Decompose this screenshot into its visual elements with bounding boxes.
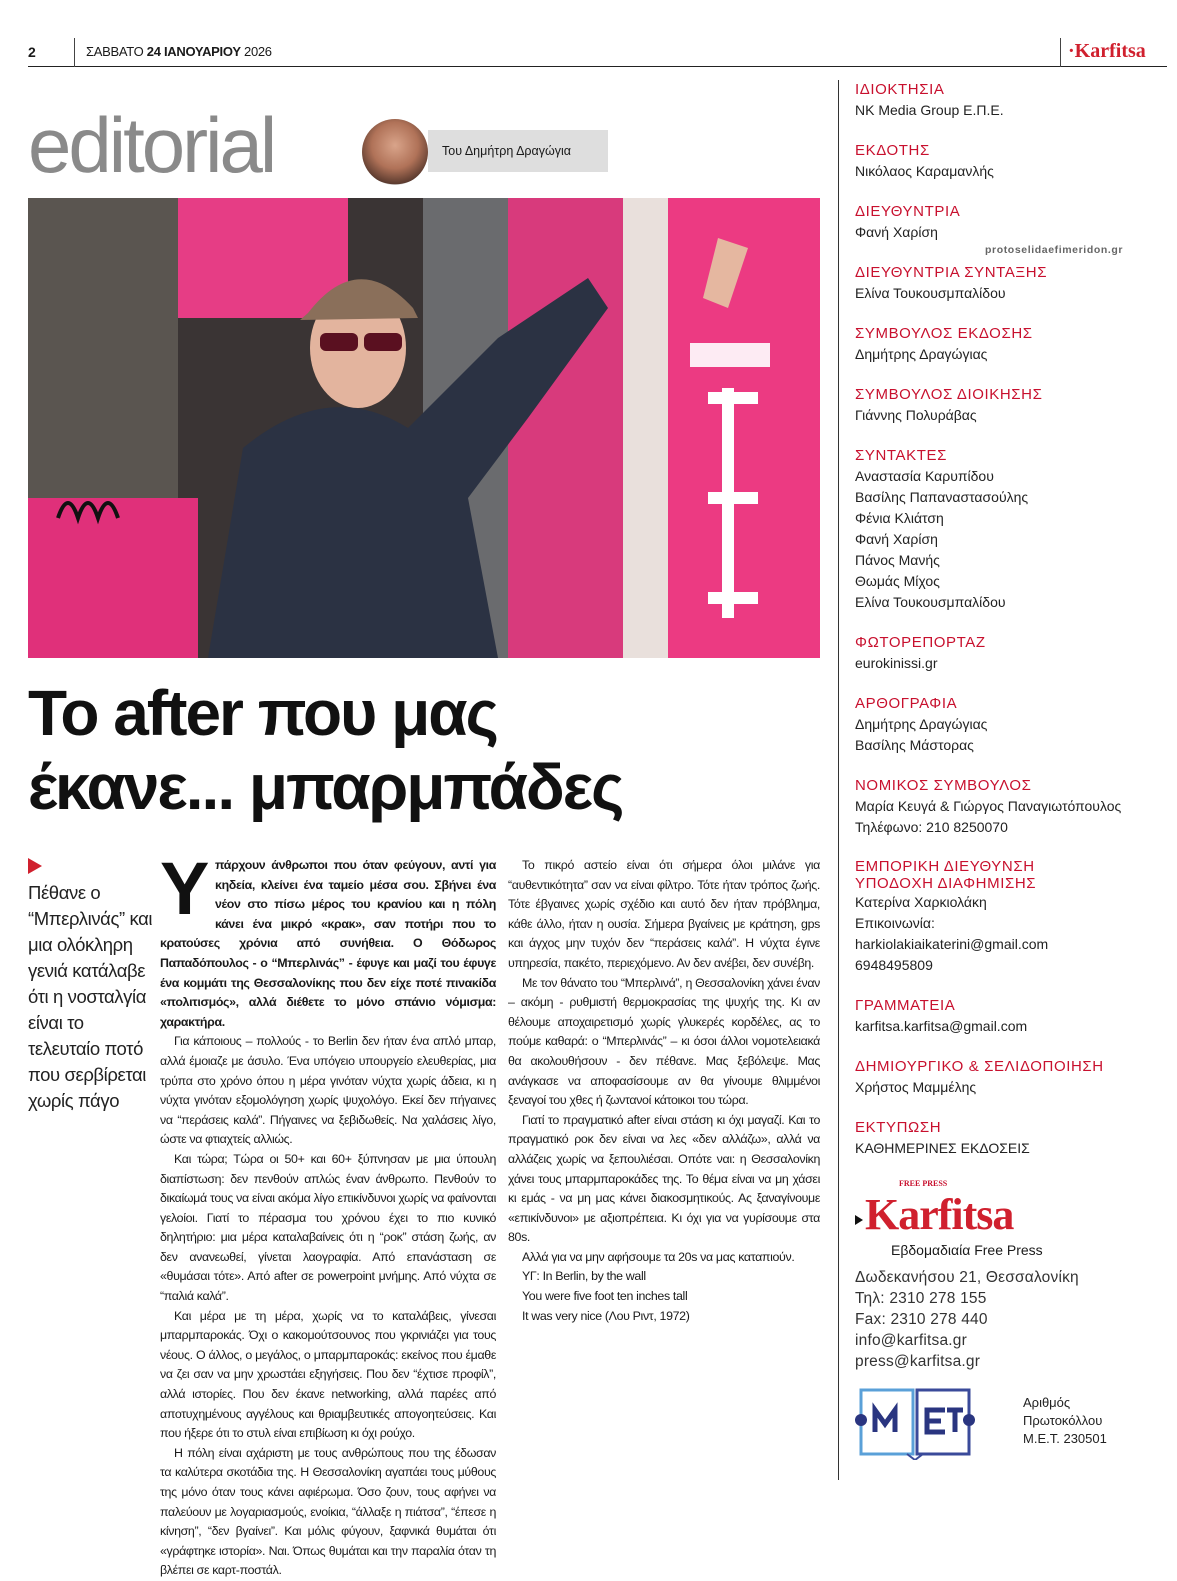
- paragraph: Και μέρα με τη μέρα, χωρίς να το καταλάβεις, γίνεσαι μπαρμπαροκάς. Όχι ο κακομούτσουνος που γκρινιάζει για τους νέους. Ο άλλος, ο μεγάλος, ο μπαρμπαροκάς: εκείνος που έμαθε να ζει σαν να μην χρωστάει εξηγήσεις. Που δεν “έχτισε προφίλ”, αλλά ιστορίες. Που δεν έκανε networking, αλλά παρέες από αποτυχημένους αγγέλους και θριαμβευτικές απογοητεύσεις. Και που ήξερε ότι το στυλ είναι επιβίωση κι όχι ρούχο.: [160, 1308, 496, 1441]
- masthead-name: karfitsa.karfitsa@gmail.com: [855, 1018, 1028, 1034]
- masthead-section-title: ΕΜΠΟΡΙΚΗ ΔΙΕΥΘΥΝΣΗ ΥΠΟΔΟΧΗ ΔΙΑΦΗΜΙΣΗΣ: [855, 858, 1037, 892]
- masthead-name: Γιάννης Πολυράβας: [855, 407, 977, 423]
- masthead-section: [855, 694, 1168, 756]
- masthead-name: Πάνος Μανής: [855, 552, 940, 568]
- masthead-section-title: ΔΙΕΥΘΥΝΤΡΙΑ: [855, 203, 961, 220]
- byline-box: [428, 130, 608, 172]
- masthead-section: [855, 858, 1168, 976]
- masthead-section-title: ΣΥΝΤΑΚΤΕΣ: [855, 447, 948, 464]
- issue-date: [86, 44, 272, 59]
- byline: Του Δημήτρη Δραγώγια: [442, 144, 572, 158]
- masthead-sidebar: [838, 80, 1168, 1480]
- article-photo: [28, 198, 820, 658]
- article-column-1: [160, 847, 496, 1581]
- masthead-section-title: ΣΥΜΒΟΥΛΟΣ ΕΚΔΟΣΗΣ: [855, 325, 1033, 342]
- met-block: [855, 1384, 1168, 1464]
- email-info[interactable]: info@karfitsa.gr: [855, 1332, 967, 1349]
- masthead-name: Αναστασία Καρυπίδου: [855, 468, 994, 484]
- triangle-marker-icon: [855, 1215, 863, 1225]
- masthead-section-title: ΔΗΜΙΟΥΡΓΙΚΟ & ΣΕΛΙΔΟΠΟΙΗΣΗ: [855, 1058, 1104, 1075]
- masthead-section: [855, 633, 1168, 674]
- met-line: Πρωτοκόλλου: [1023, 1413, 1103, 1428]
- masthead-name: Μαρία Κευγά & Γιώργος Παναγιωτόπουλος: [855, 798, 1122, 814]
- masthead-name: ΚΑΘΗΜΕΡΙΝΕΣ ΕΚΔΟΣΕΙΣ: [855, 1140, 1030, 1156]
- karfitsa-logo: [855, 1179, 1168, 1241]
- triangle-marker-icon: [28, 858, 42, 874]
- masthead-name: Θωμάς Μίχος: [855, 573, 940, 589]
- masthead-sections: [855, 80, 1168, 1159]
- masthead-name: Φανή Χαρίση: [855, 224, 938, 240]
- masthead-name: Τηλέφωνο: 210 8250070: [855, 819, 1008, 835]
- date-year: 2026: [244, 44, 272, 59]
- masthead-section-title: ΣΥΜΒΟΥΛΟΣ ΔΙΟΙΚΗΣΗΣ: [855, 386, 1043, 403]
- masthead-section-title: ΕΚΤΥΠΩΣΗ: [855, 1119, 942, 1136]
- met-protocol: [1023, 1394, 1107, 1448]
- masthead-name: Κατερίνα Χαρκιολάκη: [855, 894, 987, 910]
- paragraph: Αλλά για να μην αφήσουμε τα 20s να μας καταπιούν.: [522, 1249, 795, 1264]
- masthead-section-title: ΑΡΘΟΓΡΑΦΙΑ: [855, 695, 958, 712]
- masthead-section: [855, 80, 1168, 121]
- masthead-section: [855, 324, 1168, 365]
- masthead-name: 6948495809: [855, 957, 933, 973]
- headline-line: έκανε... μπαρμπάδες: [28, 751, 623, 823]
- paragraph: Η πόλη είναι αχάριστη με τους ανθρώπους που της έδωσαν τα καλύτερα σκοτάδια της. Η Θεσσαλονίκη αγαπάει τους μύθους της μόνο όταν τους κάνει αφιέρωμα. Όσο ζουν, τους αφήνει να παλεύουν με λογαριασμούς, ενοίκια, “άλλαξε η πιάτσα”, “έπεσε η κίνηση”, “δεν βγαίνει”. Και μόλις φύγουν, ξαφνικά θυμάται ότι «γράφτηκε ιστορία». Ναι. Όπως θυμάται και την παραλία όταν τη βλέπει σε καρτ-ποστάλ.: [160, 1445, 496, 1578]
- lead-paragraph: πάρχουν άνθρωποι που όταν φεύγουν, αντί για κηδεία, κλείνει ένα ταμείο μέσα σου. Σβήνει ένα νέον στο πίσω μέρος του κρανίου και η πόλη κάνει ένα μικρό «κρακ», σαν ποτήρι που το κρατούσες χρόνια από συνήθεια. Ο Θόδωρος Παπαδόπουλος - ο “Μπερλινάς” - έφυγε και μαζί του έφυγε ένα κομμάτι της Θεσσαλονίκης που δεν είχε ποτέ πινακίδα «πολιτισμός», αλλά διέθετε το μόνο σπάνιο νόμισμα: χαρακτήρα.: [160, 858, 496, 1029]
- article-headline: [28, 676, 818, 824]
- masthead-section: [855, 263, 1168, 304]
- masthead-section: [855, 385, 1168, 426]
- paragraph: Γιατί το πραγματικό after είναι στάση κι όχι μαγαζί. Και το πραγματικό ροκ δεν είναι να λες «δεν αλλάζω», αλλά να αλλάζεις χωρίς να ξεπουλιέσαι. Οπότε ναι: η Θεσσαλονίκη χάνει τους μπαρμπαροκάδες της. Το θέμα είναι να μη χάσει κι εμάς - να μη μας κάνει διακοσμητικούς. Ας ξαναγίνουμε «επικίνδυνοι» με αξιοπρέπεια. Κι όχι για να γυρίσουμε στα 80s.: [508, 1112, 820, 1245]
- masthead-section-title: ΓΡΑΜΜΑΤΕΙΑ: [855, 997, 956, 1014]
- ps-line: ΥΓ: In Berlin, by the wall: [522, 1269, 646, 1284]
- paragraph: Για κάποιους – πολλούς - το Berlin δεν ήταν ένα απλό μπαρ, αλλά έμοιαζε με άσυλο. Ένα υπόγειο υπουργείο ελευθερίας, μια τρύπα στο χρόνο όπου η μέρα γινόταν νύχτα χωρίς άδεια, κι η νύχτα γινόταν εξομολόγηση χωρίς ψυχολόγο. Εκεί δεν πήγαινες να “περάσεις καλά”. Πήγαινες να ξεβιδωθείς. Να χαλάσεις λίγο, ώστε να φτιαχτείς αλλιώς.: [160, 1034, 496, 1147]
- masthead-name: Φένια Κλιάτση: [855, 510, 944, 526]
- masthead-name: Χρήστος Μαμμέλης: [855, 1079, 977, 1095]
- date-day-month: 24 ΙΑΝΟΥΑΡΙΟΥ: [146, 44, 241, 59]
- drop-cap: Υ: [160, 847, 210, 930]
- masthead-section-title: ΝΟΜΙΚΟΣ ΣΥΜΒΟΥΛΟΣ: [855, 777, 1032, 794]
- ps-line: It was very nice (Λου Ριντ, 1972): [522, 1308, 690, 1323]
- date-day: ΣΑΒΒΑΤΟ: [86, 44, 144, 59]
- masthead-name: NK Media Group Ε.Π.Ε.: [855, 102, 1004, 118]
- article-column-2: [508, 856, 820, 1326]
- masthead-name: Βασίλης Μάστορας: [855, 737, 974, 753]
- masthead-name: Δημήτρης Δραγώγιας: [855, 716, 988, 732]
- page-number: 2: [28, 44, 36, 60]
- masthead-section-title: ΙΔΙΟΚΤΗΣΙΑ: [855, 81, 945, 98]
- logo-text: Karfitsa: [865, 1190, 1014, 1239]
- logo-free-press: FREE PRESS: [899, 1179, 948, 1188]
- watermark: protoselidaefimeridon.gr: [985, 244, 1124, 256]
- ps-line: You were five foot ten inches tall: [522, 1289, 688, 1304]
- masthead-name: eurokinissi.gr: [855, 655, 938, 671]
- masthead-section: [855, 776, 1168, 838]
- masthead-name: Νικόλαος Καραμανλής: [855, 163, 994, 179]
- paragraph: Το πικρό αστείο είναι ότι σήμερα όλοι μιλάνε για “αυθεντικότητα” σαν να είναι φίλτρο. Τότε ήταν τρόπος ζωής. Τότε έβγαινες χωρίς σχέδιο και αυτό δεν ήταν πρόβλημα, κάθε άλλο, ήταν η ουσία. Σήμερα βγαίνεις με κράτηση, gps και άγχος μην τυχόν δεν “περάσεις καλά”. Η νύχτα έγινε υπηρεσία, πακέτο, περιεχόμενο. Αν δεν ανέβει, δεν συνέβη.: [508, 858, 820, 970]
- divider: [1060, 38, 1061, 67]
- masthead-name: Ελίνα Τουκουσμπαλίδου: [855, 594, 1006, 610]
- masthead-name: Φανή Χαρίση: [855, 531, 938, 547]
- author-avatar: [362, 119, 428, 185]
- masthead-section: [855, 996, 1168, 1037]
- paragraph: Με τον θάνατο του “Μπερλινά”, η Θεσσαλονίκη χάνει έναν – ακόμη - ρυθμιστή θερμοκρασίας της ψυχής της. Κι αν θέλουμε αποχαιρετισμό χωρίς γλυκερές κορδέλες, ας το πούμε καθαρά: ο “Μπερλινάς” – κι όσοι άλλοι νομοτελειακά θα ακολουθήσουν - δεν πέθανε. Μας ξεβόλεψε. Μας ανάγκασε να αποφασίσουμε αν θα γίνουμε θλιμμένοι ξεναγοί του χθες ή ζωντανοί κάτοικοι του τώρα.: [508, 975, 820, 1108]
- fax: Fax: 2310 278 440: [855, 1311, 988, 1328]
- address: Δωδεκανήσου 21, Θεσσαλονίκη: [855, 1269, 1079, 1286]
- met-line: Μ.Ε.Τ. 230501: [1023, 1431, 1107, 1446]
- paragraph: Και τώρα; Τώρα οι 50+ και 60+ ξύπνησαν με μια ύπουλη διαπίστωση: δεν πενθούν απλώς έναν άνθρωπο. Πενθούν το δικαίωμά τους να είναι ακόμα λίγο επικίνδυνοι χωρίς να φαίνονται γελοίοι. Γιατί το πέρασμα του χρόνου έχει το πιο κυνικό δηλητήριο: μια μέρα καταλαβαίνεις ότι η “ροκ” στάση ζωής, αν δεν ανανεωθεί, γίνεται λαογραφία. Από επανάσταση σε «θυμάσαι τότε». Από after σε powerpoint μνήμης. Από νύχτα σε “παλιά καλά”.: [160, 1151, 496, 1304]
- masthead-section: [855, 1118, 1168, 1159]
- divider: [74, 38, 75, 67]
- masthead-section: [855, 202, 1168, 243]
- masthead-name: Δημήτρης Δραγώγιας: [855, 346, 988, 362]
- headline-line: Το after που μας: [28, 677, 497, 749]
- page-header: [28, 38, 1167, 67]
- masthead-name: harkiolakiaikaterini@gmail.com: [855, 936, 1049, 952]
- pull-quote: Πέθανε ο “Μπερλινάς” και μια ολόκληρη γενιά κατάλαβε ότι η νοσταλγία είναι το τελευταίο ποτό που σερβίρεται χωρίς πάγο: [28, 882, 153, 1111]
- email-press[interactable]: press@karfitsa.gr: [855, 1353, 981, 1370]
- masthead-section: [855, 1057, 1168, 1098]
- tagline: Εβδομαδιαία Free Press: [891, 1242, 1043, 1258]
- masthead-section-title: ΕΚΔΟΤΗΣ: [855, 142, 930, 159]
- masthead-name: Βασίλης Παπαναστασούλης: [855, 489, 1029, 505]
- phone: Τηλ: 2310 278 155: [855, 1290, 987, 1307]
- header-logo[interactable]: ·Karfitsa: [1068, 40, 1146, 62]
- masthead-name: Επικοινωνία:: [855, 915, 935, 931]
- met-book-logo-icon: [855, 1384, 975, 1460]
- masthead-name: Ελίνα Τουκουσμπαλίδου: [855, 285, 1006, 301]
- masthead-section: [855, 141, 1168, 182]
- masthead-section-title: ΦΩΤΟΡΕΠΟΡΤΑΖ: [855, 634, 986, 651]
- masthead-section: [855, 446, 1168, 613]
- masthead-section-title: ΔΙΕΥΘΥΝΤΡΙΑ ΣΥΝΤΑΞΗΣ: [855, 264, 1048, 281]
- met-line: Αριθμός: [1023, 1395, 1071, 1410]
- section-title: editorial: [28, 101, 275, 189]
